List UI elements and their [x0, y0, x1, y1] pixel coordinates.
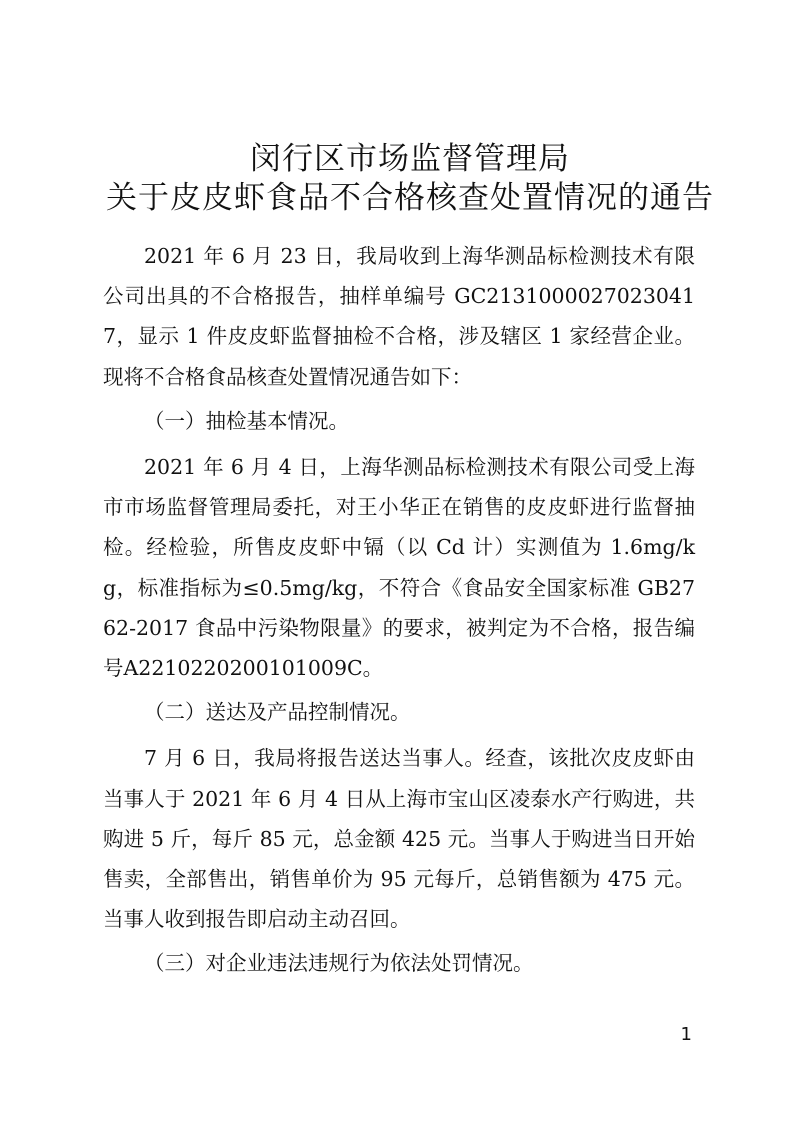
document-body [103, 236, 695, 990]
page-number: 1 [680, 1024, 692, 1045]
paragraph-sampling: 2021 年 6 月 4 日，上海华测品标检测技术有限公司受上海市市场监督管理局委托，对王小华正在销售的皮皮虾进行监督抽检。经检验，所售皮皮虾中镉（以 Cd 计）实测值为 1.6mg/kg，标准指标为≤0.5mg/kg，不符合《食品安全国家标准 GB2762-2017 食品中污染物限量》的要求，被判定为不合格，报告编号A2210220200101009C。 [103, 455, 695, 681]
document-title-line-1: 闵行区市场监督管理局 [250, 141, 570, 177]
paragraph-intro: 2021 年 6 月 23 日，我局收到上海华测品标检测技术有限公司出具的不合格报告，抽样单编号 GC21310000270230417，显示 1 件皮皮虾监督抽检不合格，涉及辖区 1 家经营企业。现将不合格食品核查处置情况通告如下： [103, 244, 695, 389]
section-heading-3: （三）对企业违法违规行为依法处罚情况。 [144, 951, 534, 976]
section-heading-1: （一）抽检基本情况。 [144, 408, 349, 433]
paragraph-delivery: 7 月 6 日，我局将报告送达当事人。经查，该批次皮皮虾由当事人于 2021 年 6 月 4 日从上海市宝山区凌泰水产行购进，共购进 5 斤，每斤 85 元，总金额 425 元。当事人于购进当日开始售卖，全部售出，销售单价为 95 元每斤，总销售额为 475 元。当事人收到报告即启动主动召回。 [103, 746, 695, 932]
section-heading-2: （二）送达及产品控制情况。 [144, 700, 411, 725]
document-title-line-2: 关于皮皮虾食品不合格核查处置情况的通告 [106, 180, 714, 216]
